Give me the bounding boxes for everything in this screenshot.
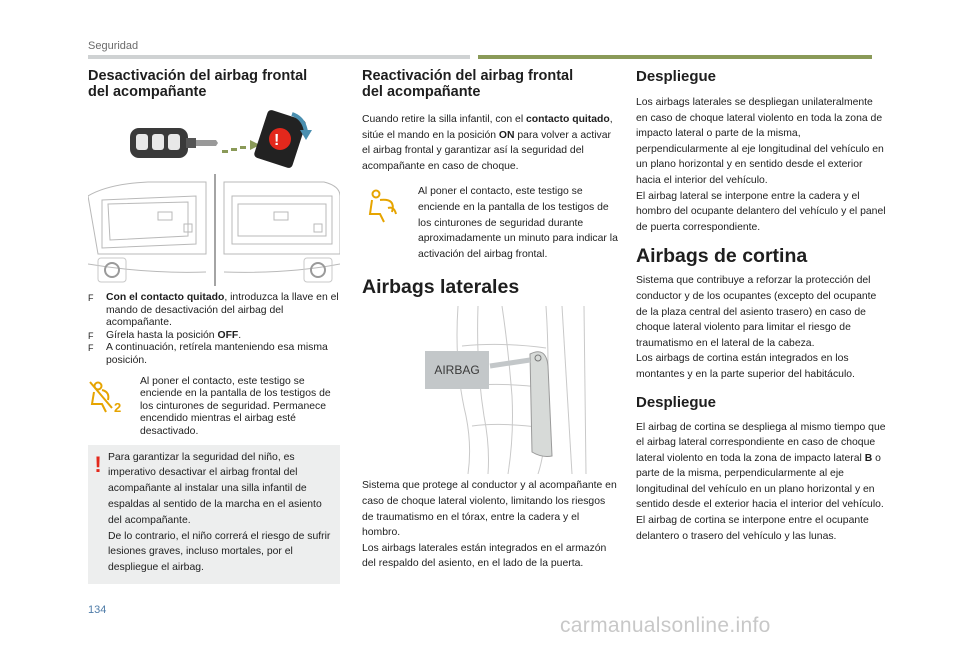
airbag-on-warning-icon (362, 184, 418, 262)
child-safety-warning (88, 445, 340, 584)
page-number: 134 (88, 604, 107, 616)
curtain-deployment-paragraph (636, 420, 886, 514)
bullet-bold: Con el contacto quitado (106, 292, 225, 303)
deactivation-note-text: Al poner el contacto, este testigo se enciende en la pantalla de los testigos de los cinturones de seguridad. Permanece encendido mientras el airbag esté desactivado. (140, 375, 331, 437)
svg-text:2: 2 (114, 399, 122, 414)
section-label: Seguridad (88, 40, 139, 52)
bullet-bold: OFF (217, 329, 239, 341)
curtain-deploy-text-a: El airbag de cortina se despliega al mismo tiempo que el airbag lateral correspondiente en caso de choque lateral violento en toda la zona de impacto lateral (636, 421, 886, 464)
reactivation-note-text: Al poner el contacto, este testigo se enciende en la pantalla de los testigos de los cinturones de seguridad durante aproximadamente un minuto para indicar la activación del airbag frontal. (418, 186, 618, 260)
glovebox-illustration (88, 104, 340, 286)
side-airbag-illustration (362, 306, 618, 474)
airbag-off-warning-icon (88, 376, 140, 439)
header-bar-left (88, 55, 470, 59)
watermark: carmanualsonline.info (560, 614, 771, 637)
deactivation-note (88, 376, 340, 439)
deactivation-title (88, 68, 340, 100)
reactivation-text-e: para volver a activar el airbag frontal y garantizar así la seguridad del acompañante en caso de choque. (362, 129, 611, 172)
header-bar-right (478, 55, 872, 59)
side-airbags-paragraph-2: Los airbags laterales están integrados en el armazón del respaldo del asiento, en el lado de la puerta. (362, 542, 607, 570)
curtain-deploy-zone-b: B (864, 452, 873, 464)
bullet-rest: Gírela hasta la posición (106, 329, 218, 341)
warning-exclamation-icon: ! (94, 451, 102, 477)
airbag-label: AIRBAG (425, 351, 489, 389)
deactivation-title-line1: Desactivación del airbag frontal (88, 68, 308, 84)
bullet-mark: F (88, 330, 94, 341)
curtain-deployment-paragraph-2: El airbag de cortina se interpone entre el ocupante delantero o trasero del vehículo y las lunas. (636, 515, 869, 542)
reactivation-text-bold: contacto quitado (526, 114, 610, 125)
list-item (88, 330, 340, 343)
deactivation-steps (88, 292, 340, 368)
curtain-paragraph-1: Sistema que contribuye a reforzar la protección del conductor y de los ocupantes (excepto del ocupante de la plaza central del asiento trasero) en caso de choque lateral violento para limitar el riesgo de traumatismo en el lateral de la cabeza. (636, 275, 877, 349)
reactivation-paragraph (362, 112, 618, 174)
deployment-title: Despliegue (636, 68, 717, 85)
warning-text: Para garantizar la seguridad del niño, es imperativo desactivar el airbag frontal del acompañante al instalar una silla infantil de espaldas al sentido de la marcha en el asiento del acompañante. (108, 451, 322, 526)
curtain-deployment-title: Despliegue (636, 393, 717, 411)
list-item (88, 342, 340, 367)
reactivation-note (362, 184, 618, 262)
side-airbags-paragraph-1: Sistema que protege al conductor y al acompañante en caso de choque lateral violento, limitando los riesgos de traumatismo en el tórax, entre la cadera y el hombro. (362, 480, 617, 539)
glovebox-drawing (88, 104, 340, 286)
deployment-paragraph-1: Los airbags laterales se despliegan unilateralmente en caso de choque lateral violento en toda la zona de impacto lateral o parte de la misma, perpendicularmente al eje longitudinal del vehículo en un plano horizontal y en sentido desde el exterior hacia el interior del vehículo. (636, 97, 884, 186)
column-reactivation (362, 68, 618, 572)
bullet-mark: F (88, 343, 94, 354)
deployment-paragraph-2: El airbag lateral se interpone entre la cadera y el hombro del ocupante delantero del vehículo y el panel de puerta correspondiente. (636, 190, 886, 233)
list-item (88, 292, 340, 330)
svg-text:!: ! (274, 132, 280, 149)
bullet-rest: , introduzca la llave en el mando de desactivación del airbag del acompañante. (106, 292, 339, 329)
reactivation-title-line1: Reactivación del airbag frontal (362, 68, 574, 84)
deactivation-title-line2: del acompañante (88, 84, 207, 100)
reactivation-title-line2: del acompañante (362, 84, 481, 100)
bullet-text (106, 292, 340, 330)
seat-drawing (362, 306, 618, 474)
warning-text-2: De lo contrario, el niño correrá el riesgo de sufrir lesiones graves, incluso mortales, por el despliegue el airbag. (108, 530, 331, 574)
curtain-paragraph-2: Los airbags de cortina están integrados en los montantes y en la parte superior del habitáculo. (636, 353, 855, 380)
bullet-mark: F (88, 293, 94, 303)
bullet-text (106, 330, 241, 343)
side-airbags-title: Airbags laterales (362, 276, 520, 299)
column-deployment (636, 68, 886, 544)
bullet-text: A continuación, retírela manteniendo esa misma posición. (106, 342, 328, 366)
curtain-airbags-title: Airbags de cortina (636, 245, 808, 268)
column-deactivation (88, 68, 340, 584)
reactivation-text-on: ON (498, 129, 515, 141)
reactivation-text-a: Cuando retire la silla infantil, con el (362, 114, 527, 125)
reactivation-title (362, 68, 618, 100)
curtain-deploy-text-c: o parte de la misma, perpendicularmente al eje longitudinal del vehículo en un plano horizontal y en sentido desde el exterior hacia el interior del vehículo. (636, 452, 884, 511)
bullet-end: . (238, 329, 242, 341)
reactivation-text-c: , sitúe el mando en la posición (362, 114, 613, 141)
